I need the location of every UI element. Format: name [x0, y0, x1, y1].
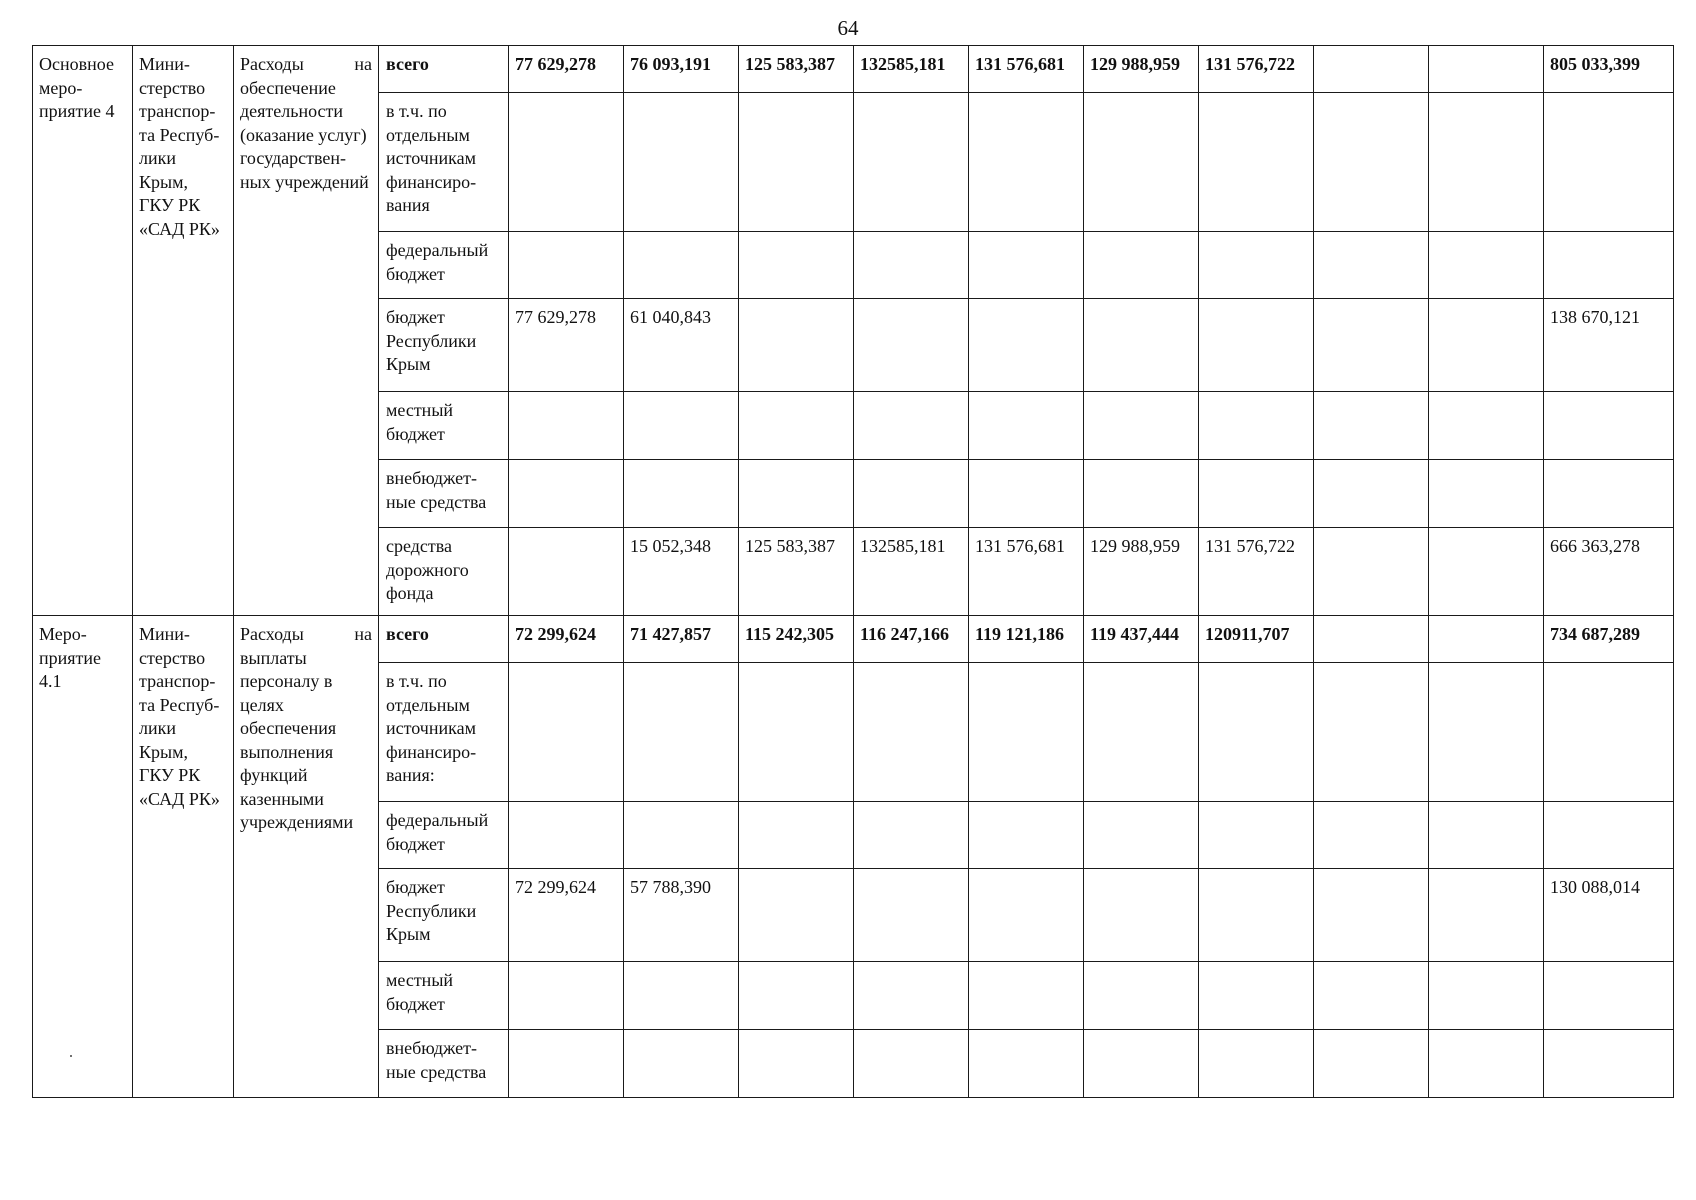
amount-cell [739, 962, 854, 1030]
amount-cell [1429, 299, 1544, 392]
amount-cell [1429, 460, 1544, 528]
funding-source-label: федеральный бюджет [379, 802, 509, 869]
description-text: выплаты персоналу в целях обеспечения выполнения функций казенными учреждениями [240, 647, 354, 832]
amount-cell: 129 988,959 [1084, 528, 1199, 616]
amount-cell [1314, 299, 1429, 392]
amount-cell [1544, 460, 1674, 528]
amount-cell [1199, 460, 1314, 528]
amount-cell [1429, 232, 1544, 299]
amount-cell [969, 460, 1084, 528]
amount-cell [624, 460, 739, 528]
amount-cell [509, 93, 624, 232]
executor-cell: Мини-стерство транспор-та Респуб-лики Крым, ГКУ РК «САД РК» [133, 616, 234, 1098]
amount-cell [1429, 869, 1544, 962]
amount-cell [969, 663, 1084, 802]
amount-cell [1314, 962, 1429, 1030]
amount-cell: 138 670,121 [1544, 299, 1674, 392]
amount-cell [624, 663, 739, 802]
amount-cell [969, 232, 1084, 299]
table-row [33, 46, 1674, 93]
funding-source-label: в т.ч. по отдельным источникам финансиро-вания [379, 93, 509, 232]
amount-cell [1199, 93, 1314, 232]
amount-cell [1084, 299, 1199, 392]
amount-cell [854, 802, 969, 869]
amount-cell: 72 299,624 [509, 616, 624, 663]
table-row [33, 616, 1674, 663]
amount-cell [1544, 802, 1674, 869]
amount-cell [739, 93, 854, 232]
amount-cell [509, 802, 624, 869]
amount-cell [854, 962, 969, 1030]
amount-cell: 130 088,014 [1544, 869, 1674, 962]
amount-cell [1544, 392, 1674, 460]
amount-cell [1199, 232, 1314, 299]
amount-cell: 131 576,681 [969, 46, 1084, 93]
event-name-cell: Меро-приятие 4.1 [33, 616, 133, 1098]
amount-cell [739, 392, 854, 460]
amount-cell [1084, 93, 1199, 232]
amount-cell [854, 460, 969, 528]
funding-source-label: местный бюджет [379, 392, 509, 460]
amount-cell: 805 033,399 [1544, 46, 1674, 93]
amount-cell [969, 1030, 1084, 1098]
amount-cell [1314, 392, 1429, 460]
amount-cell: 132585,181 [854, 528, 969, 616]
amount-cell [1084, 663, 1199, 802]
description-text: обеспечение деятельности (оказание услуг) государствен-ных учреждений [240, 77, 369, 192]
amount-cell: 129 988,959 [1084, 46, 1199, 93]
amount-cell [1314, 1030, 1429, 1098]
amount-cell [1314, 802, 1429, 869]
amount-cell: 77 629,278 [509, 299, 624, 392]
amount-cell [1429, 1030, 1544, 1098]
amount-cell [624, 93, 739, 232]
amount-cell: 734 687,289 [1544, 616, 1674, 663]
amount-cell: 131 576,681 [969, 528, 1084, 616]
amount-cell [739, 232, 854, 299]
amount-cell [969, 962, 1084, 1030]
amount-cell [1314, 232, 1429, 299]
amount-cell [969, 299, 1084, 392]
amount-cell [1314, 616, 1429, 663]
amount-cell [1084, 232, 1199, 299]
amount-cell [1314, 93, 1429, 232]
amount-cell [1199, 802, 1314, 869]
amount-cell [739, 299, 854, 392]
amount-cell [1429, 802, 1544, 869]
funding-source-label: в т.ч. по отдельным источникам финансиро-вания: [379, 663, 509, 802]
amount-cell [509, 962, 624, 1030]
amount-cell [739, 663, 854, 802]
amount-cell [509, 663, 624, 802]
funding-source-label: внебюджет-ные средства [379, 460, 509, 528]
amount-cell [739, 802, 854, 869]
amount-cell: 125 583,387 [739, 528, 854, 616]
funding-source-label: внебюджет-ные средства [379, 1030, 509, 1098]
amount-cell [854, 869, 969, 962]
amount-cell [509, 1030, 624, 1098]
amount-cell [624, 802, 739, 869]
amount-cell [1544, 962, 1674, 1030]
amount-cell: 125 583,387 [739, 46, 854, 93]
amount-cell [854, 663, 969, 802]
amount-cell: 72 299,624 [509, 869, 624, 962]
amount-cell [1544, 93, 1674, 232]
amount-cell [509, 460, 624, 528]
amount-cell [969, 392, 1084, 460]
amount-cell: 132585,181 [854, 46, 969, 93]
amount-cell [1199, 869, 1314, 962]
amount-cell [1199, 663, 1314, 802]
amount-cell: 61 040,843 [624, 299, 739, 392]
amount-cell: 57 788,390 [624, 869, 739, 962]
amount-cell [509, 392, 624, 460]
funding-source-label: всего [379, 46, 509, 93]
amount-cell [969, 802, 1084, 869]
amount-cell [854, 1030, 969, 1098]
amount-cell [1199, 1030, 1314, 1098]
amount-cell [1084, 869, 1199, 962]
funding-source-label: бюджет Республики Крым [379, 299, 509, 392]
amount-cell [624, 962, 739, 1030]
amount-cell [509, 528, 624, 616]
amount-cell: 115 242,305 [739, 616, 854, 663]
scan-speck [70, 1055, 72, 1057]
amount-cell [1429, 93, 1544, 232]
amount-cell [854, 299, 969, 392]
amount-cell [1084, 460, 1199, 528]
amount-cell [624, 392, 739, 460]
amount-cell: 120911,707 [1199, 616, 1314, 663]
description-cell [234, 46, 379, 616]
description-cell [234, 616, 379, 1098]
amount-cell [1544, 232, 1674, 299]
amount-cell [509, 232, 624, 299]
amount-cell [854, 392, 969, 460]
funding-source-label: средства дорожного фонда [379, 528, 509, 616]
amount-cell [1199, 299, 1314, 392]
amount-cell [739, 1030, 854, 1098]
amount-cell [969, 93, 1084, 232]
amount-cell [1544, 663, 1674, 802]
amount-cell [624, 1030, 739, 1098]
event-name-cell: Основное меро-приятие 4 [33, 46, 133, 616]
amount-cell: 76 093,191 [624, 46, 739, 93]
page-number: 64 [837, 16, 859, 40]
funding-source-label: всего [379, 616, 509, 663]
description-first-line: Расходы на [240, 54, 372, 74]
amount-cell: 666 363,278 [1544, 528, 1674, 616]
amount-cell: 15 052,348 [624, 528, 739, 616]
amount-cell: 119 121,186 [969, 616, 1084, 663]
executor-cell: Мини-стерство транспор-та Респуб-лики Крым, ГКУ РК «САД РК» [133, 46, 234, 616]
amount-cell [739, 460, 854, 528]
amount-cell: 71 427,857 [624, 616, 739, 663]
amount-cell [1314, 46, 1429, 93]
amount-cell [1429, 962, 1544, 1030]
amount-cell [739, 869, 854, 962]
amount-cell [854, 232, 969, 299]
amount-cell [1314, 460, 1429, 528]
amount-cell [854, 93, 969, 232]
amount-cell: 77 629,278 [509, 46, 624, 93]
amount-cell [1429, 46, 1544, 93]
amount-cell [1429, 528, 1544, 616]
amount-cell [1429, 616, 1544, 663]
amount-cell [1199, 962, 1314, 1030]
funding-source-label: местный бюджет [379, 962, 509, 1030]
amount-cell [1084, 1030, 1199, 1098]
amount-cell [1314, 663, 1429, 802]
amount-cell [1314, 528, 1429, 616]
amount-cell [1429, 663, 1544, 802]
amount-cell [1084, 962, 1199, 1030]
amount-cell [969, 869, 1084, 962]
description-first-line: Расходы на [240, 624, 372, 644]
amount-cell [1199, 392, 1314, 460]
funding-source-label: бюджет Республики Крым [379, 869, 509, 962]
amount-cell [1314, 869, 1429, 962]
amount-cell [1084, 802, 1199, 869]
amount-cell [624, 232, 739, 299]
amount-cell [1429, 392, 1544, 460]
funding-table [32, 45, 1674, 1098]
amount-cell: 131 576,722 [1199, 46, 1314, 93]
amount-cell: 119 437,444 [1084, 616, 1199, 663]
amount-cell [1544, 1030, 1674, 1098]
amount-cell [1084, 392, 1199, 460]
funding-source-label: федеральный бюджет [379, 232, 509, 299]
amount-cell: 131 576,722 [1199, 528, 1314, 616]
amount-cell: 116 247,166 [854, 616, 969, 663]
